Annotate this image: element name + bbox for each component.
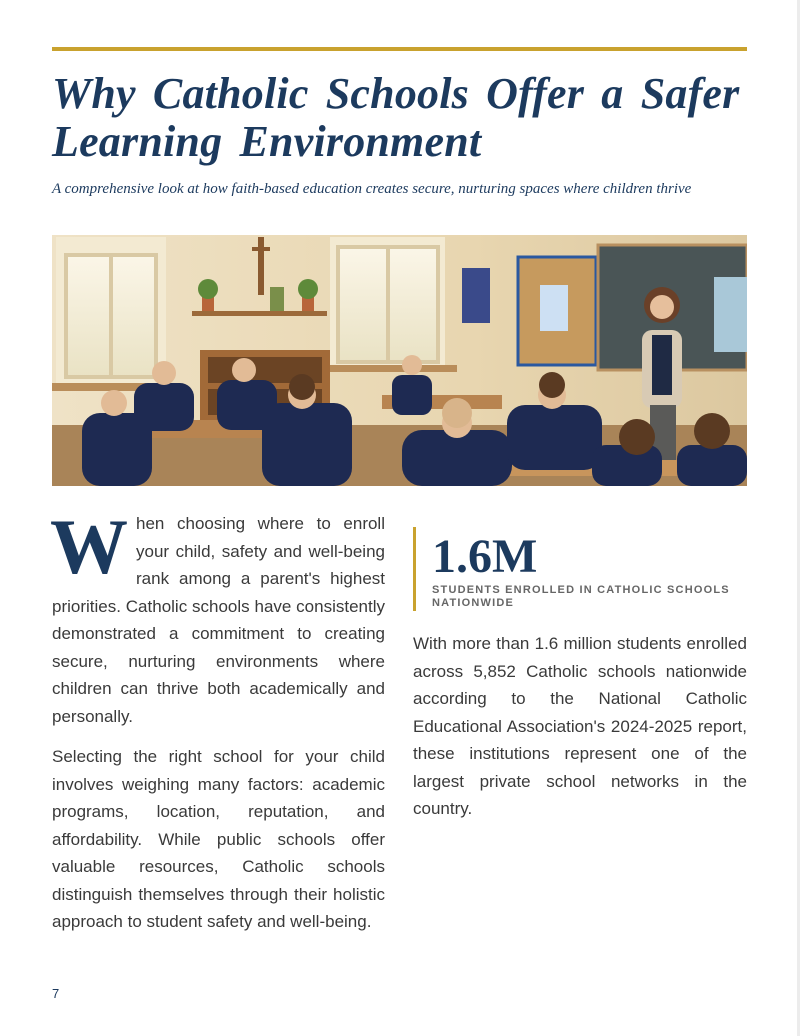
page-number: 7 [52, 986, 60, 1001]
wall-shelf [192, 311, 327, 316]
article-title: Why Catholic Schools Offer a Safer Learning Environment [52, 69, 740, 166]
classroom-photo [52, 235, 747, 486]
article-subtitle: A comprehensive look at how faith-based education creates secure, nurturing spaces where children thrive [52, 181, 692, 197]
intro-paragraph [50, 503, 385, 730]
body-paragraph-2: Selecting the right school for your child involves weighing many factors: academic programs, location, reputation, and affordability. While public schools offer valuable resources, Catholic schools distinguish themselves through their holistic approach to student safety and well-being. [52, 747, 385, 931]
window-center [327, 237, 457, 372]
right-column [413, 527, 747, 823]
crucifix [258, 237, 264, 295]
drop-cap: W [50, 503, 128, 590]
body-paragraph-3: With more than 1.6 million students enrolled across 5,852 Catholic schools nationwide according to the National Catholic Educational Association's 2024-2025 report, these institutions represent one of the largest private school networks in the country. [413, 634, 747, 818]
intro-text: hen choosing where to enroll your child, safety and well-being rank among a parent's highest priorities. Catholic schools have consistently demonstrated a commitment to creating secure, nurturing environments where children can thrive both academically and personally. [52, 514, 385, 726]
stat-value: 1.6M [432, 530, 538, 583]
stat-callout [413, 527, 747, 611]
world-map [714, 277, 747, 352]
classroom-illustration [52, 235, 747, 486]
stat-label: STUDENTS ENROLLED IN CATHOLIC SCHOOLS NATIONWIDE [432, 584, 730, 609]
poster [462, 268, 490, 323]
left-column [50, 503, 385, 936]
gold-divider [52, 47, 747, 51]
